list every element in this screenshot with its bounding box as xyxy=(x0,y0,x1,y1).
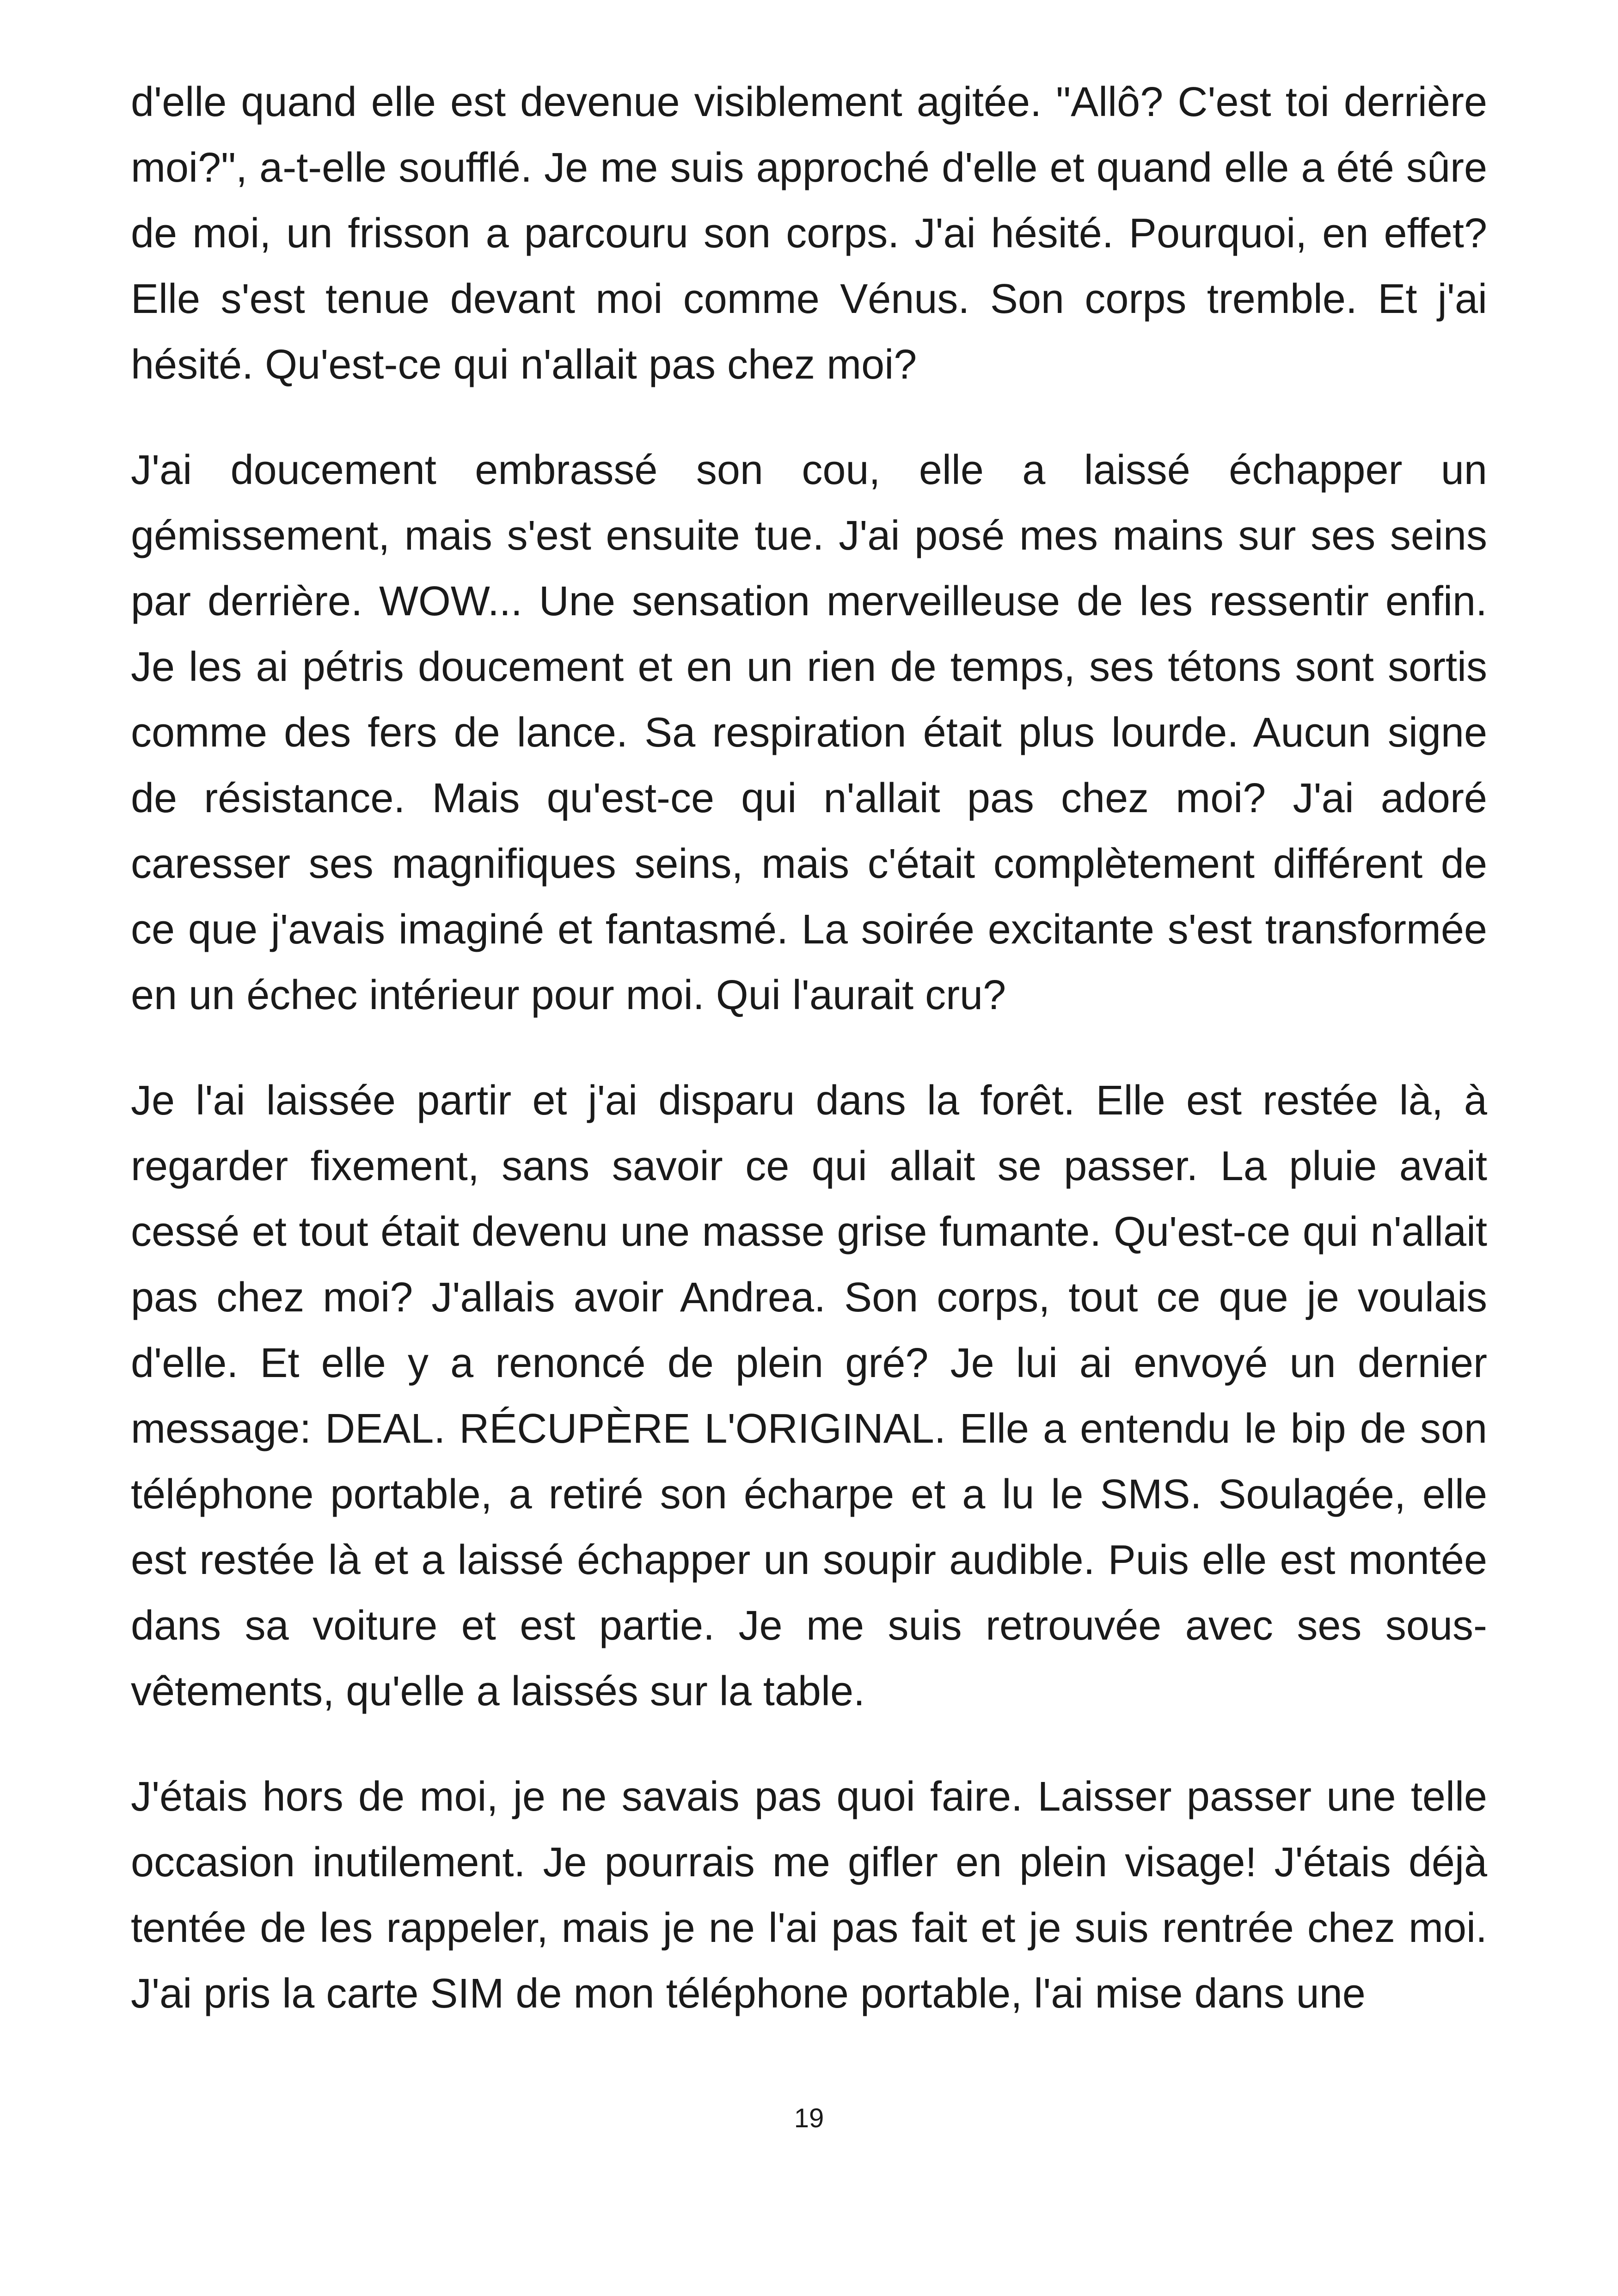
page-number: 19 xyxy=(794,2103,824,2133)
body-text xyxy=(131,69,1487,2066)
paragraph-4: J'étais hors de moi, je ne savais pas quoi faire. Laisser passer une telle occasion inutilement. Je pourrais me gifler en plein visage! J'étais déjà tentée de les rappeler, mais je ne l'ai pas fait et je suis rentrée chez moi. J'ai pris la carte SIM de mon téléphone portable, l'ai mise dans une xyxy=(131,1774,1487,2017)
paragraph-3: Je l'ai laissée partir et j'ai disparu dans la forêt. Elle est restée là, à regarder fixement, sans savoir ce qui allait se passer. La pluie avait cessé et tout était devenu une masse grise fumante. Qu'est-ce qui n'allait pas chez moi? J'allais avoir Andrea. Son corps, tout ce que je voulais d'elle. Et elle y a renoncé de plein gré? Je lui ai envoyé un dernier message: DEAL. RÉCUPÈRE L'ORIGINAL. Elle a entendu le bip de son téléphone portable, a retiré son écharpe et a lu le SMS. Soulagée, elle est restée là et a laissé échapper un soupir audible. Puis elle est montée dans sa voiture et est partie. Je me suis retrouvée avec ses sous-vêtements, qu'elle a laissés sur la table. xyxy=(131,1078,1487,1714)
paragraph-2: J'ai doucement embrassé son cou, elle a laissé échapper un gémissement, mais s'est ensuite tue. J'ai posé mes mains sur ses seins par derrière. WOW... Une sensation merveilleuse de les ressentir enfin. Je les ai pétris doucement et en un rien de temps, ses tétons sont sortis comme des fers de lance. Sa respiration était plus lourde. Aucun signe de résistance. Mais qu'est-ce qui n'allait pas chez moi? J'ai adoré caresser ses magnifiques seins, mais c'était complètement différent de ce que j'avais imaginé et fantasmé. La soirée excitante s'est transformée en un échec intérieur pour moi. Qui l'aurait cru? xyxy=(131,447,1487,1018)
paragraph-1: d'elle quand elle est devenue visiblement agitée. "Allô? C'est toi derrière moi?", a-t-elle soufflé. Je me suis approché d'elle et quand elle a été sûre de moi, un frisson a parcouru son corps. J'ai hésité. Pourquoi, en effet? Elle s'est tenue devant moi comme Vénus. Son corps tremble. Et j'ai hésité. Qu'est-ce qui n'allait pas chez moi? xyxy=(131,79,1487,388)
